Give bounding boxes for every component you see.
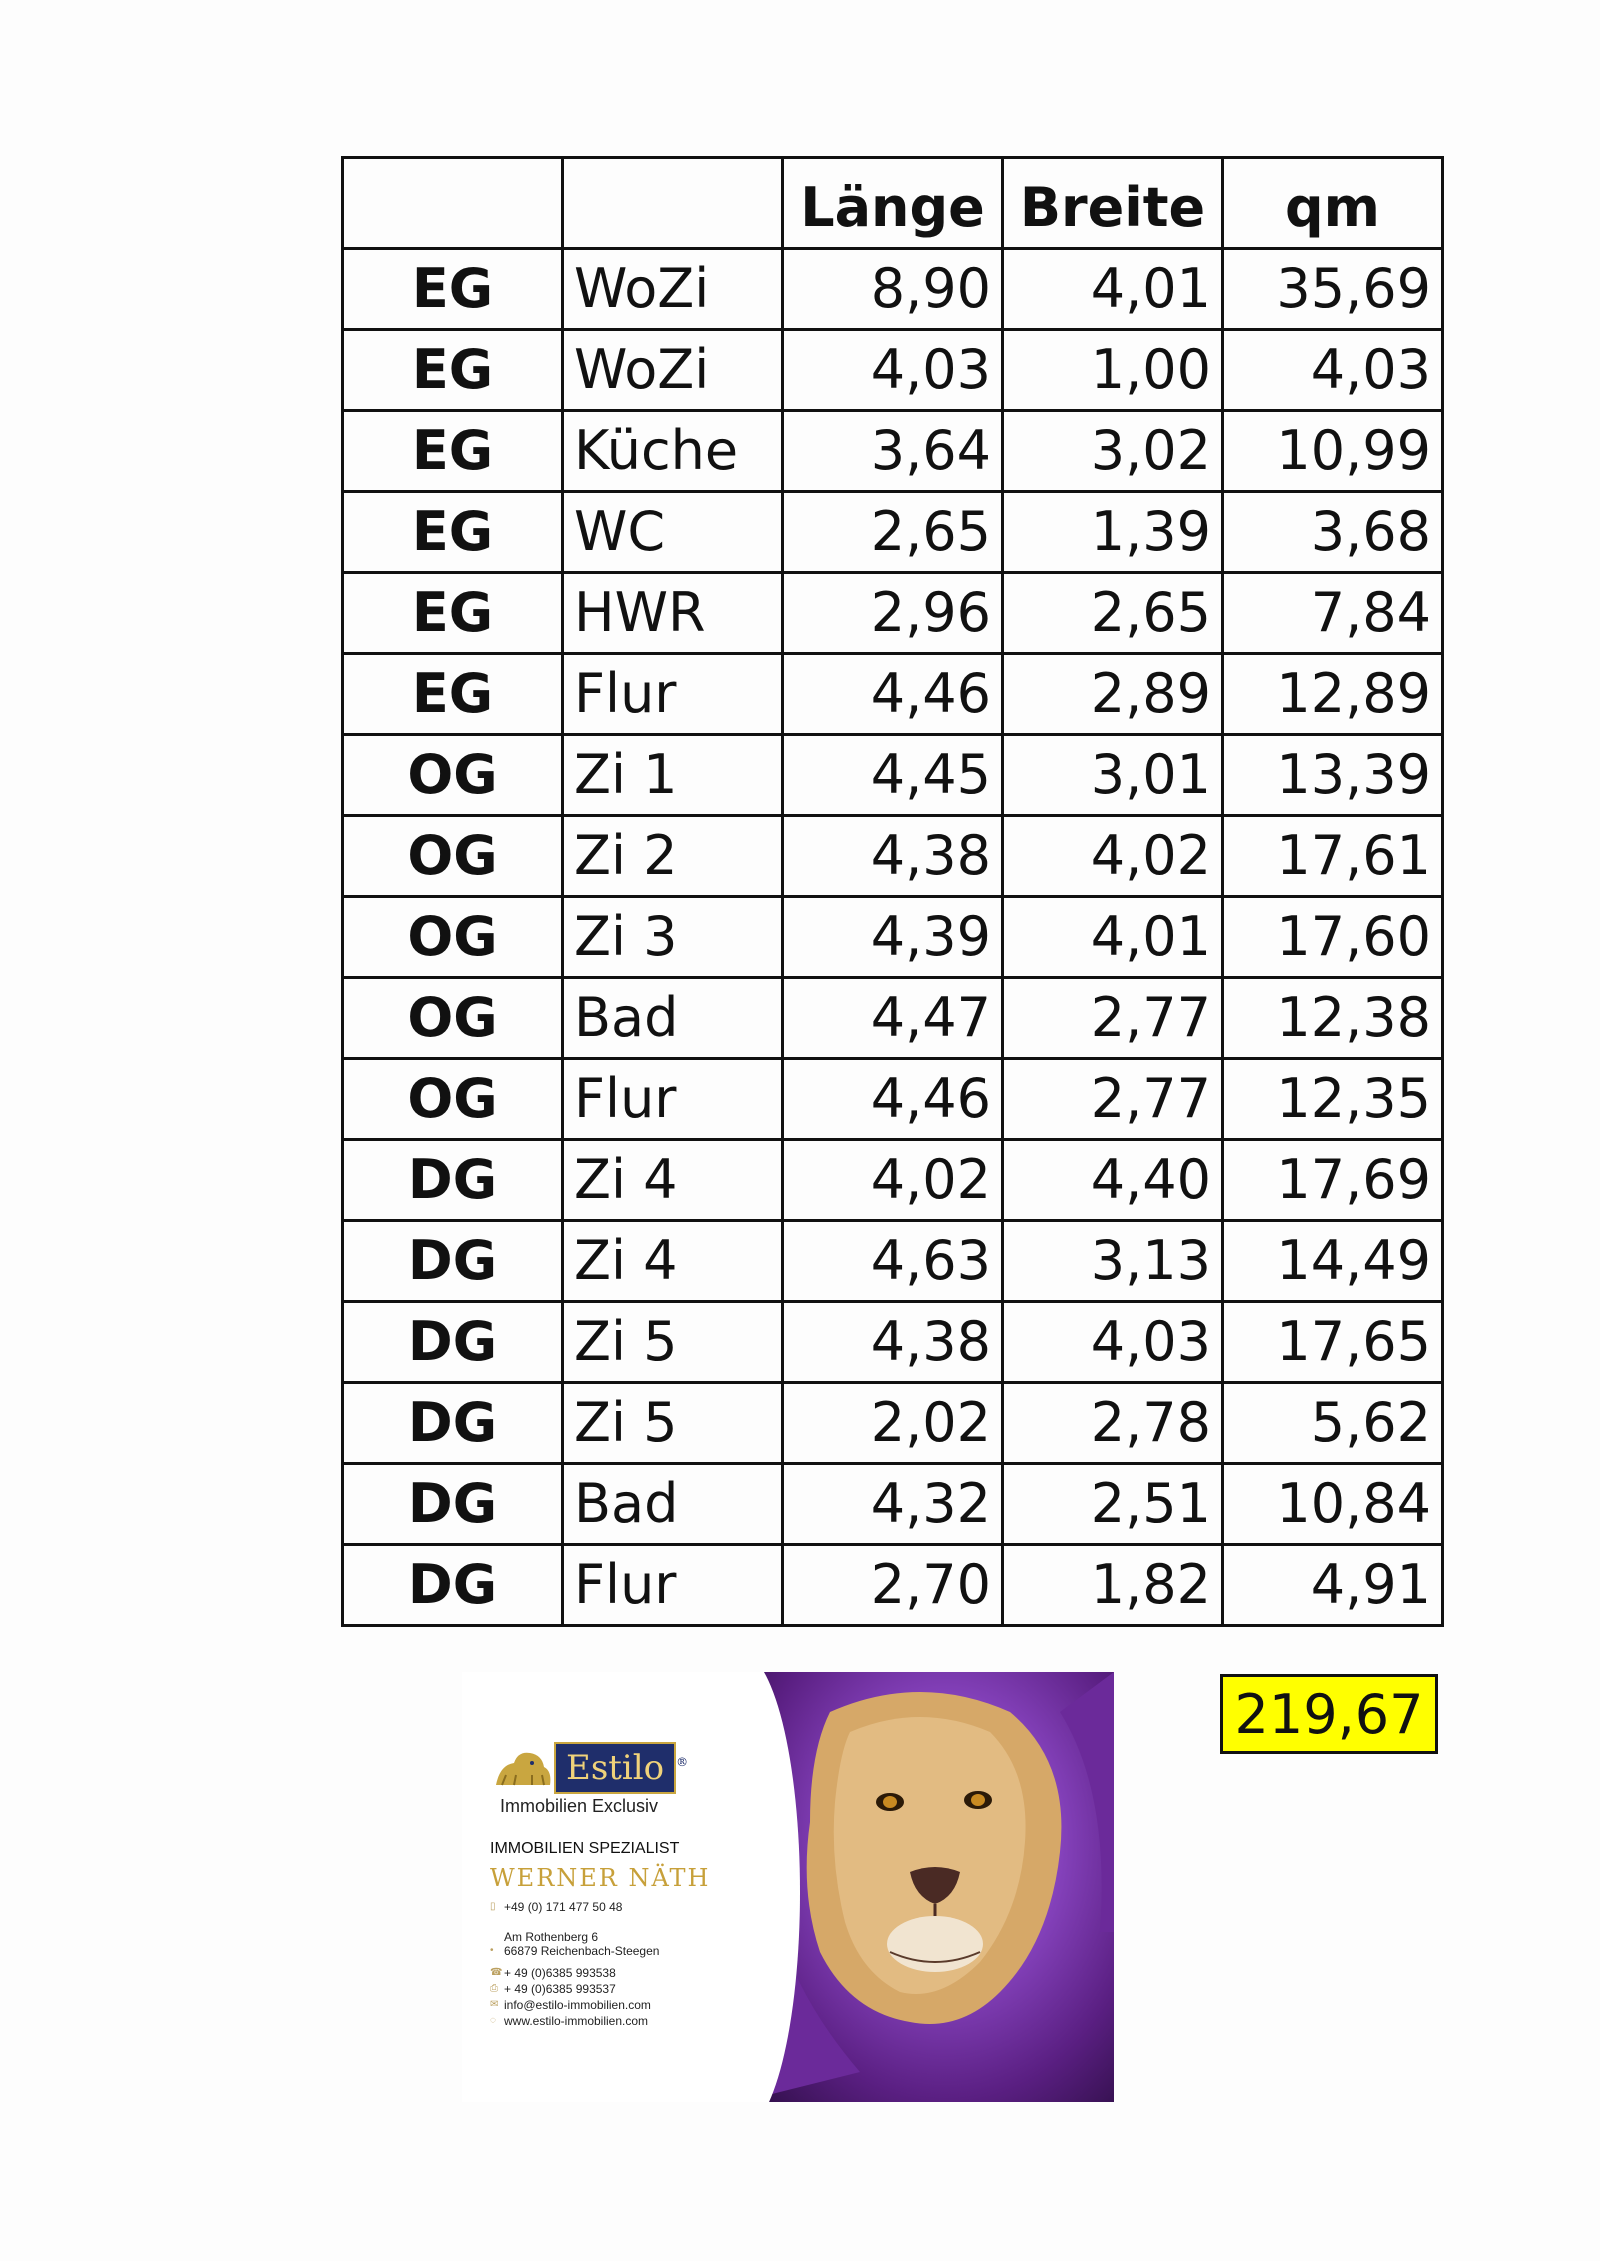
- phone-icon: ☎: [490, 1967, 503, 1978]
- room-cell: Zi 4: [563, 1221, 783, 1302]
- laenge-cell: 4,63: [783, 1221, 1003, 1302]
- phone-line: [490, 1966, 750, 1980]
- room-cell: Zi 3: [563, 897, 783, 978]
- email-icon: ✉: [490, 1999, 499, 2010]
- floor-cell: DG: [343, 1545, 563, 1626]
- table-row: [343, 1302, 1443, 1383]
- total-area: 219,67: [1220, 1674, 1438, 1754]
- breite-cell: 2,51: [1003, 1464, 1223, 1545]
- laenge-cell: 4,38: [783, 1302, 1003, 1383]
- qm-cell: 12,89: [1223, 654, 1443, 735]
- logo-wordmark: [554, 1742, 689, 1794]
- laenge-cell: 2,96: [783, 573, 1003, 654]
- breite-cell: 3,02: [1003, 411, 1223, 492]
- breite-cell: 3,13: [1003, 1221, 1223, 1302]
- laenge-cell: 3,64: [783, 411, 1003, 492]
- room-cell: Zi 2: [563, 816, 783, 897]
- room-cell: WC: [563, 492, 783, 573]
- qm-cell: 10,99: [1223, 411, 1443, 492]
- table-row: [343, 1545, 1443, 1626]
- qm-cell: 4,03: [1223, 330, 1443, 411]
- breite-cell: 3,01: [1003, 735, 1223, 816]
- laenge-cell: 2,02: [783, 1383, 1003, 1464]
- mobile-line: [490, 1900, 750, 1914]
- table-row: [343, 654, 1443, 735]
- card-contact-panel: [462, 1672, 742, 2102]
- laenge-cell: 2,65: [783, 492, 1003, 573]
- floor-cell: EG: [343, 249, 563, 330]
- breite-cell: 2,78: [1003, 1383, 1223, 1464]
- qm-cell: 12,35: [1223, 1059, 1443, 1140]
- room-cell: Bad: [563, 978, 783, 1059]
- room-cell: Zi 5: [563, 1383, 783, 1464]
- fax-icon: ⎙: [490, 1983, 498, 1994]
- qm-cell: 7,84: [1223, 573, 1443, 654]
- company-logo: [492, 1742, 712, 1794]
- floor-cell: DG: [343, 1221, 563, 1302]
- business-card: [462, 1672, 1114, 2102]
- agent-name: WERNER NÄTH: [490, 1864, 711, 1892]
- room-cell: Flur: [563, 1545, 783, 1626]
- room-cell: Zi 1: [563, 735, 783, 816]
- qm-cell: 13,39: [1223, 735, 1443, 816]
- address-street-line: [490, 1930, 750, 1944]
- header-floor: [343, 158, 563, 249]
- laenge-cell: 4,46: [783, 1059, 1003, 1140]
- table-row: [343, 897, 1443, 978]
- floor-cell: DG: [343, 1140, 563, 1221]
- laenge-cell: 4,32: [783, 1464, 1003, 1545]
- lion-photo: [740, 1672, 1114, 2102]
- table-row: [343, 1059, 1443, 1140]
- table-row: [343, 249, 1443, 330]
- breite-cell: 2,65: [1003, 573, 1223, 654]
- floor-cell: OG: [343, 1059, 563, 1140]
- room-cell: Flur: [563, 1059, 783, 1140]
- table-row: [343, 1464, 1443, 1545]
- qm-cell: 3,68: [1223, 492, 1443, 573]
- logo-text: Estilo: [566, 1748, 665, 1788]
- floor-cell: OG: [343, 816, 563, 897]
- qm-cell: 4,91: [1223, 1545, 1443, 1626]
- breite-cell: 2,77: [1003, 1059, 1223, 1140]
- qm-cell: 10,84: [1223, 1464, 1443, 1545]
- room-cell: Küche: [563, 411, 783, 492]
- floor-cell: DG: [343, 1302, 563, 1383]
- room-area-table: [341, 156, 1444, 1627]
- table-row: [343, 816, 1443, 897]
- fax-number: + 49 (0)6385 993537: [504, 1982, 616, 1996]
- address-city: 66879 Reichenbach-Steegen: [504, 1944, 660, 1958]
- table-row: [343, 411, 1443, 492]
- room-cell: WoZi: [563, 330, 783, 411]
- qm-cell: 35,69: [1223, 249, 1443, 330]
- qm-cell: 17,61: [1223, 816, 1443, 897]
- floor-cell: DG: [343, 1464, 563, 1545]
- table-row: [343, 1221, 1443, 1302]
- breite-cell: 4,01: [1003, 897, 1223, 978]
- qm-cell: 12,38: [1223, 978, 1443, 1059]
- room-cell: Zi 4: [563, 1140, 783, 1221]
- floor-cell: OG: [343, 897, 563, 978]
- table-header-row: [343, 158, 1443, 249]
- header-laenge: Länge: [783, 158, 1003, 249]
- header-qm: qm: [1223, 158, 1443, 249]
- laenge-cell: 4,45: [783, 735, 1003, 816]
- floor-cell: EG: [343, 411, 563, 492]
- floor-cell: OG: [343, 735, 563, 816]
- address-city-line: [490, 1944, 750, 1958]
- floor-cell: EG: [343, 573, 563, 654]
- table-row: [343, 978, 1443, 1059]
- globe-icon: ◌: [490, 2015, 496, 2026]
- breite-cell: 4,40: [1003, 1140, 1223, 1221]
- breite-cell: 4,01: [1003, 249, 1223, 330]
- laenge-cell: 4,38: [783, 816, 1003, 897]
- qm-cell: 17,60: [1223, 897, 1443, 978]
- table-row: [343, 330, 1443, 411]
- breite-cell: 2,77: [1003, 978, 1223, 1059]
- breite-cell: 2,89: [1003, 654, 1223, 735]
- website-url: www.estilo-immobilien.com: [504, 2014, 649, 2028]
- laenge-cell: 8,90: [783, 249, 1003, 330]
- company-tagline: Immobilien Exclusiv: [500, 1796, 659, 1816]
- qm-cell: 14,49: [1223, 1221, 1443, 1302]
- floor-cell: EG: [343, 492, 563, 573]
- mobile-number: +49 (0) 171 477 50 48: [504, 1900, 623, 1914]
- room-cell: Zi 5: [563, 1302, 783, 1383]
- laenge-cell: 4,47: [783, 978, 1003, 1059]
- breite-cell: 1,39: [1003, 492, 1223, 573]
- breite-cell: 4,03: [1003, 1302, 1223, 1383]
- room-cell: HWR: [563, 573, 783, 654]
- table-row: [343, 573, 1443, 654]
- table-body: [343, 249, 1443, 1626]
- room-cell: Flur: [563, 654, 783, 735]
- laenge-cell: 4,39: [783, 897, 1003, 978]
- table-row: [343, 492, 1443, 573]
- header-room: [563, 158, 783, 249]
- laenge-cell: 2,70: [783, 1545, 1003, 1626]
- breite-cell: 1,82: [1003, 1545, 1223, 1626]
- qm-cell: 5,62: [1223, 1383, 1443, 1464]
- laenge-cell: 4,02: [783, 1140, 1003, 1221]
- floor-cell: OG: [343, 978, 563, 1059]
- phone-number: + 49 (0)6385 993538: [504, 1966, 616, 1980]
- specialist-title: IMMOBILIEN SPEZIALIST: [490, 1840, 680, 1857]
- location-pin-icon: •: [490, 1945, 494, 1956]
- floor-cell: EG: [343, 654, 563, 735]
- room-cell: WoZi: [563, 249, 783, 330]
- floor-cell: DG: [343, 1383, 563, 1464]
- qm-cell: 17,69: [1223, 1140, 1443, 1221]
- table-row: [343, 1383, 1443, 1464]
- laenge-cell: 4,03: [783, 330, 1003, 411]
- breite-cell: 4,02: [1003, 816, 1223, 897]
- address-street: Am Rothenberg 6: [504, 1930, 599, 1944]
- table-row: [343, 735, 1443, 816]
- header-breite: Breite: [1003, 158, 1223, 249]
- floor-cell: EG: [343, 330, 563, 411]
- table-row: [343, 1140, 1443, 1221]
- email-address: info@estilo-immobilien.com: [504, 1998, 651, 2012]
- qm-cell: 17,65: [1223, 1302, 1443, 1383]
- laenge-cell: 4,46: [783, 654, 1003, 735]
- email-line: [490, 1998, 750, 2012]
- room-cell: Bad: [563, 1464, 783, 1545]
- web-line: [490, 2014, 750, 2028]
- lion-logo-icon: [492, 1745, 554, 1791]
- location-icon: [490, 1932, 500, 1942]
- breite-cell: 1,00: [1003, 330, 1223, 411]
- fax-line: [490, 1982, 750, 1996]
- registered-mark: ®: [676, 1755, 689, 1769]
- mobile-icon: ▯: [490, 1901, 496, 1912]
